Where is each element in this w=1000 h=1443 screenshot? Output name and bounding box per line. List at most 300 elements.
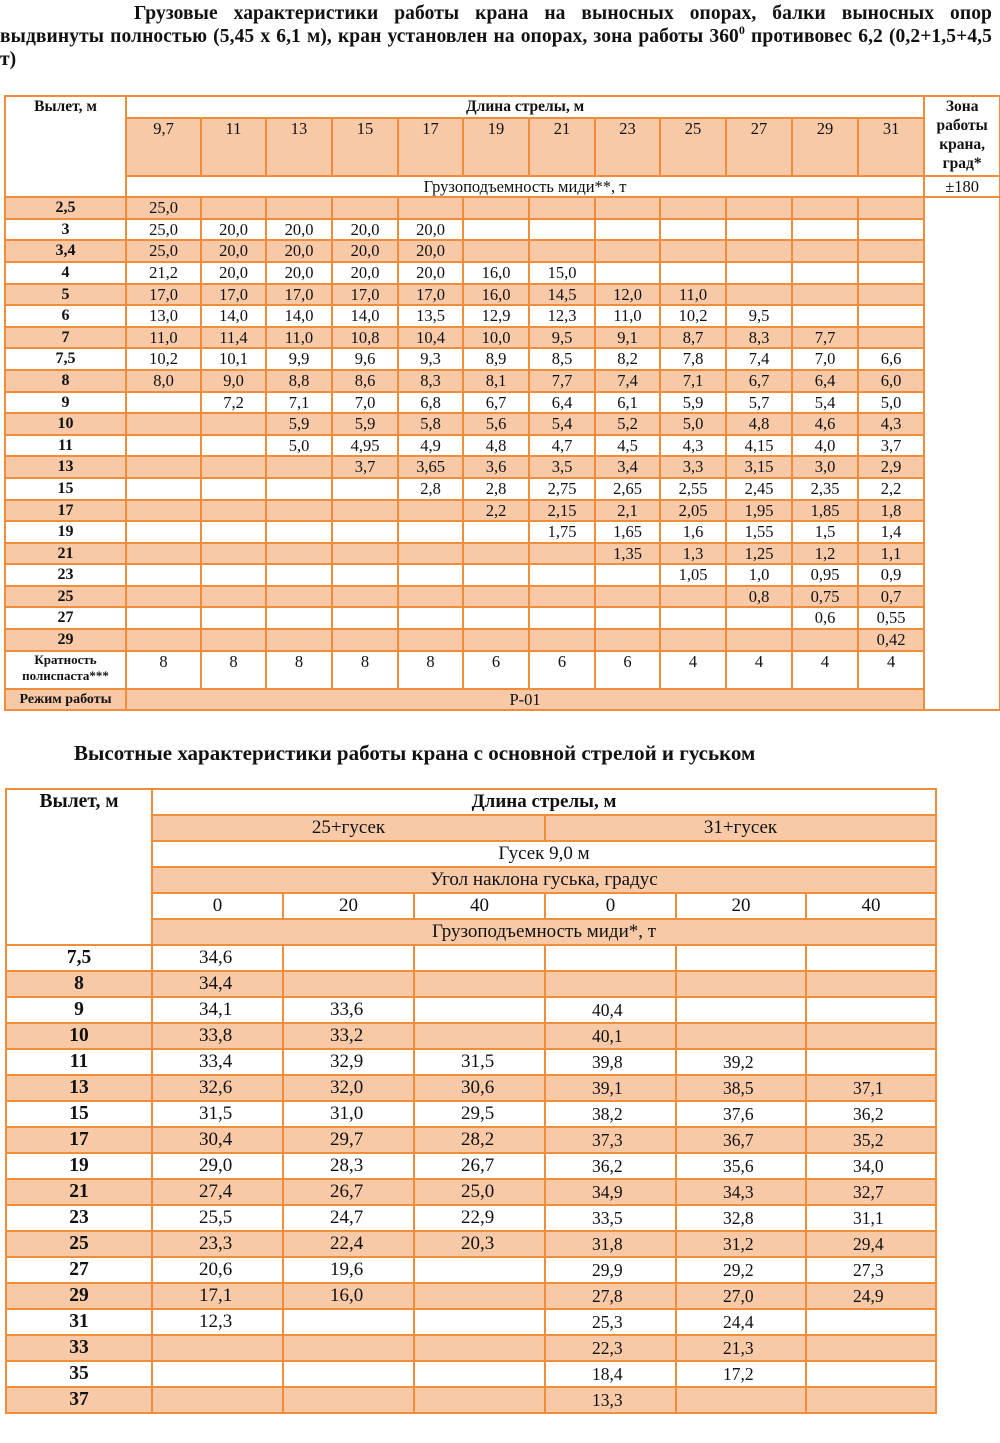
capacity-cell: 35,2 — [806, 1127, 936, 1153]
capacity-cell — [806, 1049, 936, 1075]
capacity-cell: 7,8 — [660, 348, 726, 370]
capacity-cell: 1,4 — [858, 521, 924, 543]
t2-group-25: 25+гусек — [152, 815, 545, 841]
capacity-cell: 8,5 — [529, 348, 595, 370]
capacity-cell — [529, 629, 595, 651]
capacity-cell — [676, 997, 806, 1023]
title-height-chart: Высотные характеристики работы крана с основной стрелой и гуськом — [74, 741, 756, 765]
capacity-cell — [201, 478, 266, 500]
capacity-cell — [126, 586, 201, 608]
capacity-cell — [201, 413, 266, 435]
capacity-cell — [858, 305, 924, 327]
capacity-cell: 14,0 — [332, 305, 398, 327]
boom-length-cell: 31 — [858, 118, 924, 176]
capacity-cell: 21,2 — [126, 262, 201, 284]
capacity-cell — [463, 564, 529, 586]
table-row — [5, 284, 1000, 306]
capacity-cell: 2,1 — [595, 500, 660, 522]
reach-cell: 4 — [5, 262, 126, 284]
table-row — [6, 1205, 936, 1231]
table-row — [6, 1335, 936, 1361]
capacity-cell: 6,1 — [595, 392, 660, 414]
capacity-cell: 32,0 — [283, 1075, 414, 1101]
capacity-cell: 2,8 — [463, 478, 529, 500]
boom-length-cell: 21 — [529, 118, 595, 176]
capacity-cell — [726, 629, 792, 651]
angle-cell: 0 — [152, 893, 283, 919]
reach-cell: 15 — [6, 1101, 152, 1127]
capacity-cell: 1,55 — [726, 521, 792, 543]
capacity-cell: 14,0 — [201, 305, 266, 327]
capacity-cell — [283, 1335, 414, 1361]
capacity-cell — [595, 219, 660, 241]
capacity-cell: 18,4 — [545, 1361, 676, 1387]
reach-cell: 3 — [5, 219, 126, 241]
capacity-cell: 10,2 — [126, 348, 201, 370]
capacity-cell: 2,75 — [529, 478, 595, 500]
capacity-cell: 22,4 — [283, 1231, 414, 1257]
capacity-cell: 37,6 — [676, 1101, 806, 1127]
table-row — [5, 392, 1000, 414]
capacity-cell — [201, 435, 266, 457]
capacity-cell: 22,9 — [414, 1205, 545, 1231]
capacity-cell — [529, 240, 595, 262]
capacity-header: Грузоподъемность миди**, т — [126, 176, 924, 198]
capacity-cell — [126, 478, 201, 500]
capacity-cell — [676, 945, 806, 971]
table-row — [5, 262, 1000, 284]
reach-cell: 35 — [6, 1361, 152, 1387]
capacity-cell — [126, 629, 201, 651]
boom-length-cell: 23 — [595, 118, 660, 176]
t2-group-31: 31+гусек — [545, 815, 936, 841]
capacity-cell: 1,3 — [660, 543, 726, 565]
capacity-cell: 16,0 — [463, 262, 529, 284]
capacity-cell: 31,5 — [414, 1049, 545, 1075]
capacity-cell — [660, 197, 726, 219]
capacity-cell: 2,05 — [660, 500, 726, 522]
table-row — [5, 500, 1000, 522]
reach-cell: 25 — [5, 586, 126, 608]
capacity-cell: 22,3 — [545, 1335, 676, 1361]
capacity-cell: 15,0 — [529, 262, 595, 284]
capacity-cell: 13,5 — [398, 305, 463, 327]
capacity-cell — [463, 197, 529, 219]
capacity-cell: 1,5 — [792, 521, 858, 543]
capacity-cell: 7,7 — [792, 327, 858, 349]
height-chart-table — [5, 788, 937, 1414]
capacity-cell: 3,6 — [463, 456, 529, 478]
capacity-cell: 3,7 — [332, 456, 398, 478]
table-row — [6, 1075, 936, 1101]
capacity-cell — [529, 564, 595, 586]
boom-length-cell: 17 — [398, 118, 463, 176]
capacity-cell: 1,05 — [660, 564, 726, 586]
reach-cell: 7 — [5, 327, 126, 349]
t2-reach-header: Вылет, м — [6, 789, 152, 945]
capacity-cell — [726, 607, 792, 629]
capacity-cell: 20,0 — [398, 262, 463, 284]
capacity-cell — [414, 945, 545, 971]
capacity-cell — [660, 262, 726, 284]
capacity-cell — [152, 1387, 283, 1413]
capacity-cell — [398, 543, 463, 565]
capacity-cell: 9,9 — [266, 348, 332, 370]
table-row — [5, 197, 1000, 219]
capacity-cell: 29,5 — [414, 1101, 545, 1127]
capacity-cell: 9,1 — [595, 327, 660, 349]
capacity-cell: 28,2 — [414, 1127, 545, 1153]
reeving-label: Кратность полиспаста*** — [5, 651, 126, 689]
reach-cell: 7,5 — [6, 945, 152, 971]
capacity-cell: 11,0 — [126, 327, 201, 349]
reach-cell: 17 — [6, 1127, 152, 1153]
t2-capacity-header: Грузоподъемность миди*, т — [152, 919, 936, 945]
capacity-cell: 5,8 — [398, 413, 463, 435]
capacity-cell: 20,0 — [332, 240, 398, 262]
boom-lengths-row — [5, 118, 1000, 176]
capacity-cell — [201, 543, 266, 565]
capacity-cell: 30,6 — [414, 1075, 545, 1101]
capacity-cell — [398, 586, 463, 608]
t2-header-row-1 — [6, 789, 936, 815]
table-row — [5, 521, 1000, 543]
capacity-cell: 8,0 — [126, 370, 201, 392]
capacity-cell — [595, 607, 660, 629]
capacity-cell: 29,7 — [283, 1127, 414, 1153]
table-row — [6, 1179, 936, 1205]
capacity-cell: 20,0 — [266, 262, 332, 284]
capacity-cell: 32,8 — [676, 1205, 806, 1231]
capacity-cell: 7,2 — [201, 392, 266, 414]
capacity-cell — [414, 1335, 545, 1361]
capacity-cell: 21,3 — [676, 1335, 806, 1361]
capacity-cell: 2,9 — [858, 456, 924, 478]
reach-cell: 27 — [6, 1257, 152, 1283]
capacity-cell: 29,0 — [152, 1153, 283, 1179]
capacity-cell — [266, 564, 332, 586]
capacity-cell: 3,3 — [660, 456, 726, 478]
capacity-cell: 34,1 — [152, 997, 283, 1023]
capacity-cell — [414, 997, 545, 1023]
capacity-cell: 8,7 — [660, 327, 726, 349]
zone-value: ±180 — [924, 176, 1000, 198]
reach-cell: 17 — [5, 500, 126, 522]
table-row — [6, 971, 936, 997]
capacity-cell — [126, 456, 201, 478]
capacity-cell: 38,5 — [676, 1075, 806, 1101]
mode-label: Режим работы — [5, 689, 126, 711]
capacity-cell: 28,3 — [283, 1153, 414, 1179]
capacity-cell — [595, 262, 660, 284]
capacity-cell — [463, 543, 529, 565]
capacity-cell: 33,8 — [152, 1023, 283, 1049]
capacity-cell — [463, 521, 529, 543]
capacity-cell: 27,0 — [676, 1283, 806, 1309]
capacity-cell: 17,0 — [201, 284, 266, 306]
capacity-cell: 6,4 — [529, 392, 595, 414]
capacity-cell — [660, 607, 726, 629]
capacity-cell — [806, 971, 936, 997]
capacity-cell: 6,7 — [726, 370, 792, 392]
table-row — [6, 997, 936, 1023]
reach-cell: 6 — [5, 305, 126, 327]
capacity-cell: 13,3 — [545, 1387, 676, 1413]
capacity-cell — [201, 607, 266, 629]
capacity-cell — [266, 197, 332, 219]
table-row — [5, 607, 1000, 629]
reach-cell: 19 — [5, 521, 126, 543]
capacity-cell — [266, 543, 332, 565]
table-row — [5, 564, 1000, 586]
capacity-cell: 27,4 — [152, 1179, 283, 1205]
capacity-cell — [676, 1023, 806, 1049]
capacity-cell — [332, 586, 398, 608]
capacity-cell: 8,9 — [463, 348, 529, 370]
capacity-cell — [660, 219, 726, 241]
capacity-cell: 17,0 — [332, 284, 398, 306]
capacity-header-row — [5, 176, 1000, 198]
reach-cell: 9 — [6, 997, 152, 1023]
capacity-cell — [126, 607, 201, 629]
capacity-cell: 4,9 — [398, 435, 463, 457]
reach-cell: 11 — [6, 1049, 152, 1075]
capacity-cell — [726, 197, 792, 219]
capacity-cell — [152, 1361, 283, 1387]
boom-length-cell: 19 — [463, 118, 529, 176]
capacity-cell — [414, 1283, 545, 1309]
capacity-cell — [266, 607, 332, 629]
capacity-cell — [726, 219, 792, 241]
capacity-cell: 2,2 — [463, 500, 529, 522]
capacity-cell: 36,2 — [806, 1101, 936, 1127]
capacity-cell — [858, 327, 924, 349]
capacity-cell: 24,4 — [676, 1309, 806, 1335]
capacity-cell: 5,6 — [463, 413, 529, 435]
reeving-cell: 6 — [595, 651, 660, 689]
capacity-cell — [792, 262, 858, 284]
reach-cell: 5 — [5, 284, 126, 306]
boom-length-cell: 27 — [726, 118, 792, 176]
capacity-cell: 33,2 — [283, 1023, 414, 1049]
capacity-cell: 1,6 — [660, 521, 726, 543]
mode-row — [5, 689, 1000, 711]
reach-cell: 27 — [5, 607, 126, 629]
capacity-cell: 32,6 — [152, 1075, 283, 1101]
capacity-cell — [126, 435, 201, 457]
capacity-cell: 2,45 — [726, 478, 792, 500]
capacity-cell: 36,7 — [676, 1127, 806, 1153]
capacity-cell — [201, 500, 266, 522]
reeving-cell: 8 — [201, 651, 266, 689]
capacity-cell: 20,0 — [201, 262, 266, 284]
capacity-cell — [676, 1387, 806, 1413]
capacity-cell: 1,65 — [595, 521, 660, 543]
title-load-chart-text2: противовес 6,2 (0,2+1,5+4,5 т) — [0, 26, 992, 70]
capacity-cell — [201, 564, 266, 586]
capacity-cell — [858, 240, 924, 262]
capacity-cell: 4,3 — [858, 413, 924, 435]
capacity-cell: 1,1 — [858, 543, 924, 565]
angle-cell: 40 — [806, 893, 936, 919]
table-row — [6, 1231, 936, 1257]
capacity-cell: 29,9 — [545, 1257, 676, 1283]
table-row — [6, 1309, 936, 1335]
capacity-cell — [792, 629, 858, 651]
capacity-cell — [806, 945, 936, 971]
capacity-cell — [201, 197, 266, 219]
table-row — [5, 543, 1000, 565]
capacity-cell: 11,4 — [201, 327, 266, 349]
capacity-cell: 40,4 — [545, 997, 676, 1023]
reach-cell: 25 — [6, 1231, 152, 1257]
capacity-cell: 25,0 — [414, 1179, 545, 1205]
capacity-cell: 5,0 — [266, 435, 332, 457]
reach-cell: 10 — [5, 413, 126, 435]
capacity-cell — [806, 1335, 936, 1361]
reeving-cell: 8 — [126, 651, 201, 689]
table-row — [6, 1257, 936, 1283]
capacity-cell: 1,35 — [595, 543, 660, 565]
capacity-cell — [126, 564, 201, 586]
capacity-cell — [266, 456, 332, 478]
capacity-cell: 0,95 — [792, 564, 858, 586]
capacity-cell: 10,2 — [660, 305, 726, 327]
capacity-cell: 5,7 — [726, 392, 792, 414]
reach-cell: 8 — [5, 370, 126, 392]
capacity-cell: 12,9 — [463, 305, 529, 327]
capacity-cell: 7,0 — [332, 392, 398, 414]
capacity-cell: 1,25 — [726, 543, 792, 565]
capacity-cell — [463, 219, 529, 241]
reeving-cell: 8 — [398, 651, 463, 689]
capacity-cell: 8,2 — [595, 348, 660, 370]
capacity-cell: 32,9 — [283, 1049, 414, 1075]
table-row — [5, 629, 1000, 651]
table-row — [5, 305, 1000, 327]
reach-cell: 21 — [6, 1179, 152, 1205]
capacity-cell: 20,0 — [332, 219, 398, 241]
capacity-cell: 1,8 — [858, 500, 924, 522]
t2-jib: Гусек 9,0 м — [152, 841, 936, 867]
capacity-cell: 11,0 — [660, 284, 726, 306]
capacity-cell: 33,6 — [283, 997, 414, 1023]
capacity-cell: 2,8 — [398, 478, 463, 500]
capacity-cell: 17,0 — [398, 284, 463, 306]
capacity-cell — [792, 219, 858, 241]
title-load-chart — [0, 2, 992, 71]
capacity-cell — [595, 629, 660, 651]
capacity-cell — [283, 971, 414, 997]
capacity-cell: 31,1 — [806, 1205, 936, 1231]
capacity-cell: 1,95 — [726, 500, 792, 522]
capacity-cell — [414, 1309, 545, 1335]
capacity-cell: 0,75 — [792, 586, 858, 608]
capacity-cell — [398, 629, 463, 651]
capacity-cell — [858, 262, 924, 284]
table-row — [6, 1023, 936, 1049]
t2-boom-header: Длина стрелы, м — [152, 789, 936, 815]
capacity-cell: 20,0 — [398, 219, 463, 241]
reach-cell: 11 — [5, 435, 126, 457]
capacity-cell: 7,4 — [726, 348, 792, 370]
capacity-cell: 34,6 — [152, 945, 283, 971]
capacity-cell: 5,4 — [792, 392, 858, 414]
capacity-cell: 34,9 — [545, 1179, 676, 1205]
capacity-cell — [726, 284, 792, 306]
capacity-cell: 20,0 — [266, 219, 332, 241]
capacity-cell — [266, 521, 332, 543]
table-row — [5, 240, 1000, 262]
capacity-cell — [283, 1309, 414, 1335]
capacity-cell — [152, 1335, 283, 1361]
capacity-cell: 3,4 — [595, 456, 660, 478]
capacity-cell — [726, 240, 792, 262]
reeving-cell: 8 — [266, 651, 332, 689]
reeving-cell: 8 — [332, 651, 398, 689]
capacity-cell: 20,3 — [414, 1231, 545, 1257]
reeving-cell: 4 — [792, 651, 858, 689]
capacity-cell — [806, 997, 936, 1023]
capacity-cell — [398, 607, 463, 629]
capacity-cell: 6,8 — [398, 392, 463, 414]
capacity-cell: 5,2 — [595, 413, 660, 435]
zone-header: Зона работы крана, град* — [924, 96, 1000, 176]
capacity-cell: 4,7 — [529, 435, 595, 457]
capacity-cell: 12,0 — [595, 284, 660, 306]
capacity-cell: 0,9 — [858, 564, 924, 586]
capacity-cell: 29,2 — [676, 1257, 806, 1283]
capacity-cell — [398, 564, 463, 586]
capacity-cell — [398, 521, 463, 543]
capacity-cell: 24,9 — [806, 1283, 936, 1309]
capacity-cell: 6,4 — [792, 370, 858, 392]
capacity-cell: 23,3 — [152, 1231, 283, 1257]
capacity-cell: 5,0 — [660, 413, 726, 435]
capacity-cell — [266, 500, 332, 522]
capacity-cell — [545, 945, 676, 971]
boom-length-cell: 13 — [266, 118, 332, 176]
boom-length-cell: 29 — [792, 118, 858, 176]
capacity-cell — [332, 521, 398, 543]
capacity-cell: 19,6 — [283, 1257, 414, 1283]
capacity-cell: 1,0 — [726, 564, 792, 586]
capacity-cell: 20,0 — [201, 240, 266, 262]
capacity-cell — [529, 607, 595, 629]
capacity-cell: 16,0 — [463, 284, 529, 306]
capacity-cell: 27,3 — [806, 1257, 936, 1283]
capacity-cell — [332, 478, 398, 500]
capacity-cell: 17,0 — [266, 284, 332, 306]
reach-cell: 3,4 — [5, 240, 126, 262]
capacity-cell: 25,0 — [126, 197, 201, 219]
capacity-cell — [858, 219, 924, 241]
reach-cell: 33 — [6, 1335, 152, 1361]
capacity-cell: 40,1 — [545, 1023, 676, 1049]
capacity-cell: 7,7 — [529, 370, 595, 392]
capacity-cell: 29,4 — [806, 1231, 936, 1257]
table-row — [5, 478, 1000, 500]
title-load-chart-text: Грузовые характеристики работы крана на выносных опорах, балки выносных опор выдвинуты полностью (5,45 х 6,1 м), кран установлен на опорах, зона работы 360 — [0, 3, 992, 47]
capacity-cell: 4,3 — [660, 435, 726, 457]
capacity-cell: 4,95 — [332, 435, 398, 457]
reeving-row — [5, 651, 1000, 689]
capacity-cell: 1,85 — [792, 500, 858, 522]
capacity-cell — [332, 500, 398, 522]
capacity-cell: 4,8 — [463, 435, 529, 457]
reach-cell: 21 — [5, 543, 126, 565]
capacity-cell — [595, 586, 660, 608]
